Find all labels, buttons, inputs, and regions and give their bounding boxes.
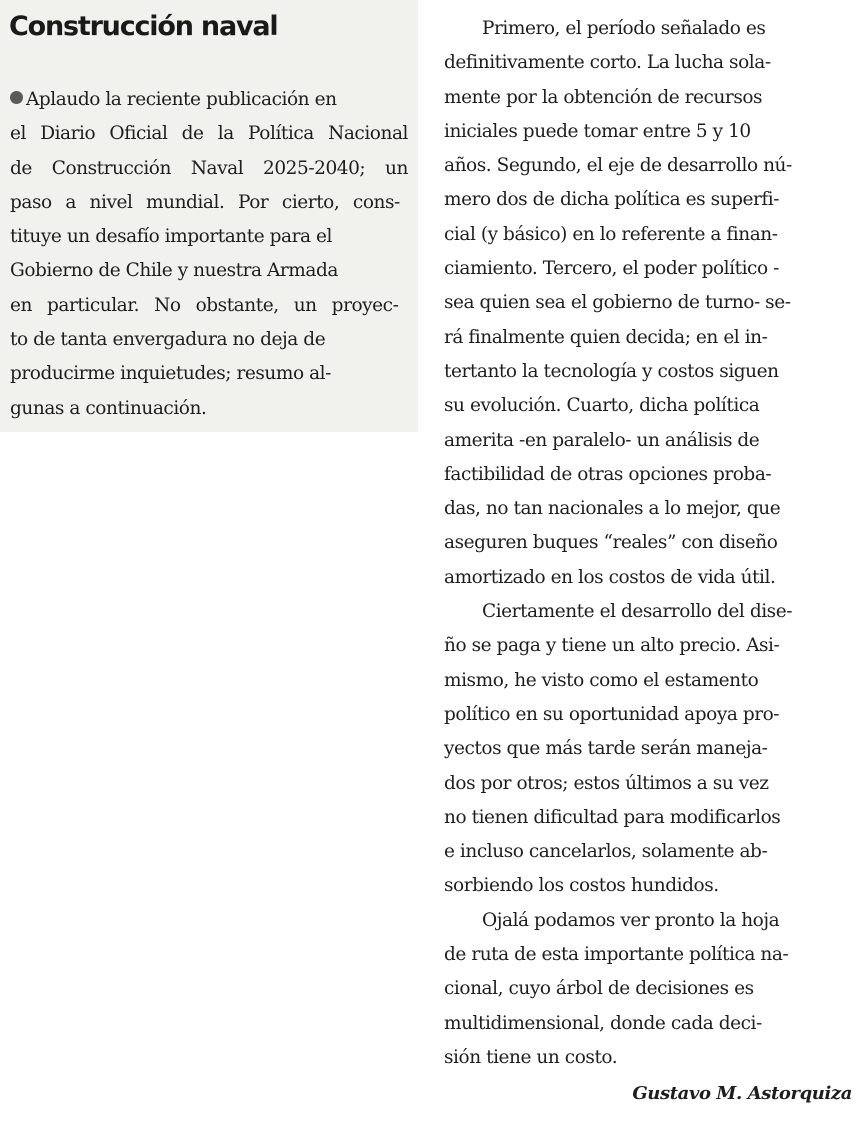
text-line: años. Segundo, el eje de desarrollo nú-	[444, 155, 792, 177]
text-line: sorbiendo los costos hundidos.	[444, 875, 719, 897]
text-line: yectos que más tarde serán maneja-	[444, 738, 768, 760]
text-line: tertanto la tecnología y costos siguen	[444, 360, 779, 382]
text-line: definitivamente corto. La lucha sola-	[444, 52, 771, 74]
text-line: ño se paga y tiene un alto precio. Asi-	[444, 635, 780, 657]
text-line: Primero, el período señalado es	[482, 18, 766, 39]
text-line: cial (y básico) en lo referente a finan-	[444, 223, 778, 245]
text-line: no tienen dificultad para modificarlos	[444, 806, 781, 828]
text-line: Gobierno de Chile y nuestra Armada	[10, 260, 338, 282]
text-line: das, no tan nacionales a lo mejor, que	[444, 498, 781, 520]
text-line: sea quien sea el gobierno de turno- se-	[444, 292, 791, 314]
text-line: en particular. No obstante, un proyec-	[10, 294, 399, 316]
text-line: mente por la obtención de recursos	[444, 86, 763, 108]
text-line: político en su oportunidad apoya pro-	[444, 703, 780, 725]
text-line: amerita -en paralelo- un análisis de	[444, 429, 760, 451]
text-line: gunas a continuación.	[10, 397, 207, 419]
text-line: iniciales puede tomar entre 5 y 10	[444, 120, 751, 142]
text-line: sión tiene un costo.	[444, 1046, 618, 1068]
text-line: dos por otros; estos últimos a su vez	[444, 772, 769, 794]
text-line: e incluso cancelarlos, solamente ab-	[444, 841, 768, 863]
text-line: amortizado en los costos de vida útil.	[444, 566, 776, 588]
left-column-panel	[0, 0, 418, 432]
text-line: ciamiento. Tercero, el poder político -	[444, 258, 779, 280]
bullet-icon	[10, 91, 23, 104]
text-line: de Construcción Naval 2025-2040; un	[10, 157, 408, 179]
text-line: mero dos de dicha política es superfi-	[444, 189, 780, 211]
text-line-content: Aplaudo la reciente publicación en	[26, 89, 337, 110]
right-column-text	[444, 12, 854, 1075]
text-line: cional, cuyo árbol de decisiones es	[444, 978, 754, 1000]
text-line: su evolución. Cuarto, dicha política	[444, 395, 760, 417]
author-signature: Gustavo M. Astorquiza	[632, 1083, 852, 1104]
text-line: mismo, he visto como el estamento	[444, 669, 759, 691]
text-line: Ojalá podamos ver pronto la hoja	[482, 909, 780, 931]
text-line: de ruta de esta importante política na-	[444, 944, 789, 966]
text-line: tituye un desafío importante para el	[10, 226, 333, 248]
text-line: aseguren buques “reales” con diseño	[444, 532, 778, 554]
text-line: multidimensional, donde cada deci-	[444, 1012, 762, 1034]
left-column-text	[10, 83, 408, 426]
text-line: rá finalmente quien decida; en el in-	[444, 326, 768, 348]
text-line: el Diario Oficial de la Política Nacional	[10, 123, 408, 145]
text-line: factibilidad de otras opciones proba-	[444, 463, 772, 485]
text-line: producirme inquietudes; resumo al-	[10, 363, 331, 385]
text-line	[10, 83, 408, 117]
text-line: to de tanta envergadura no deja de	[10, 329, 326, 351]
text-line: Ciertamente el desarrollo del dise-	[482, 601, 793, 623]
article-title: Construcción naval	[9, 11, 278, 42]
text-line: paso a nivel mundial. Por cierto, cons-	[10, 191, 400, 213]
